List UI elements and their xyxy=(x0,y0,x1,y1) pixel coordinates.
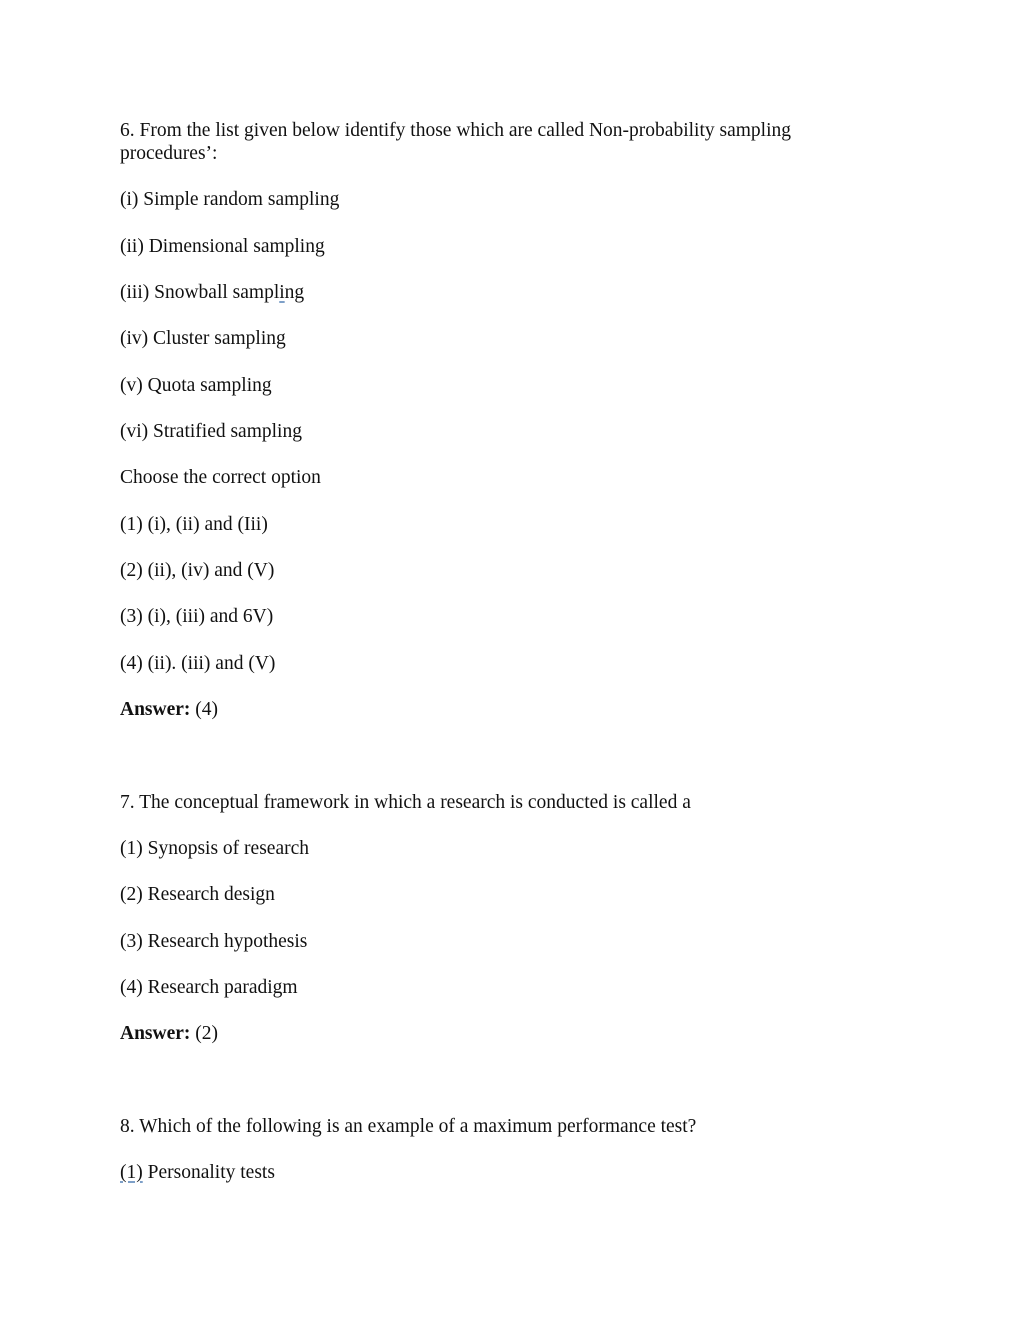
q8-option-1-text: Personality tests xyxy=(142,1162,275,1183)
question-6-text: 6. From the list given below identify those which are called Non-probability sampling xyxy=(120,120,791,141)
q6-item-3-part-c: ng xyxy=(284,282,305,303)
q6-item-6: (vi) Stratified sampling xyxy=(120,421,302,442)
q6-option-3: (3) (i), (iii) and 6V) xyxy=(120,606,274,627)
spellcheck-mark: (1) xyxy=(120,1162,143,1183)
answer-label: Answer: xyxy=(120,1023,191,1044)
question-6-text-cont: procedures’: xyxy=(120,143,218,164)
spellcheck-mark: i xyxy=(279,282,285,303)
q6-instruction: Choose the correct option xyxy=(120,467,321,488)
q6-item-3 xyxy=(120,281,304,304)
q6-item-2: (ii) Dimensional sampling xyxy=(120,236,325,257)
q6-option-4: (4) (ii). (iii) and (V) xyxy=(120,653,276,674)
q6-option-2: (2) (ii), (iv) and (V) xyxy=(120,560,275,581)
q6-item-5: (v) Quota sampling xyxy=(120,375,272,396)
answer-value: (2) xyxy=(190,1023,219,1044)
answer-value: (4) xyxy=(190,699,219,720)
q6-answer xyxy=(120,698,218,721)
q6-item-4: (iv) Cluster sampling xyxy=(120,328,286,349)
q6-option-1: (1) (i), (ii) and (Iii) xyxy=(120,514,268,535)
q7-option-1: (1) Synopsis of research xyxy=(120,838,309,859)
question-8-text: 8. Which of the following is an example of a maximum performance test? xyxy=(120,1116,697,1137)
q7-option-3: (3) Research hypothesis xyxy=(120,931,308,952)
q7-option-4: (4) Research paradigm xyxy=(120,977,298,998)
question-7-text: 7. The conceptual framework in which a research is conducted is called a xyxy=(120,792,691,813)
q8-option-1 xyxy=(120,1161,275,1184)
q6-item-1: (i) Simple random sampling xyxy=(120,189,340,210)
answer-label: Answer: xyxy=(120,699,191,720)
q7-option-2: (2) Research design xyxy=(120,884,275,905)
q6-item-3-part-a: (iii) Snowball sampl xyxy=(120,282,280,303)
q7-answer xyxy=(120,1022,218,1045)
